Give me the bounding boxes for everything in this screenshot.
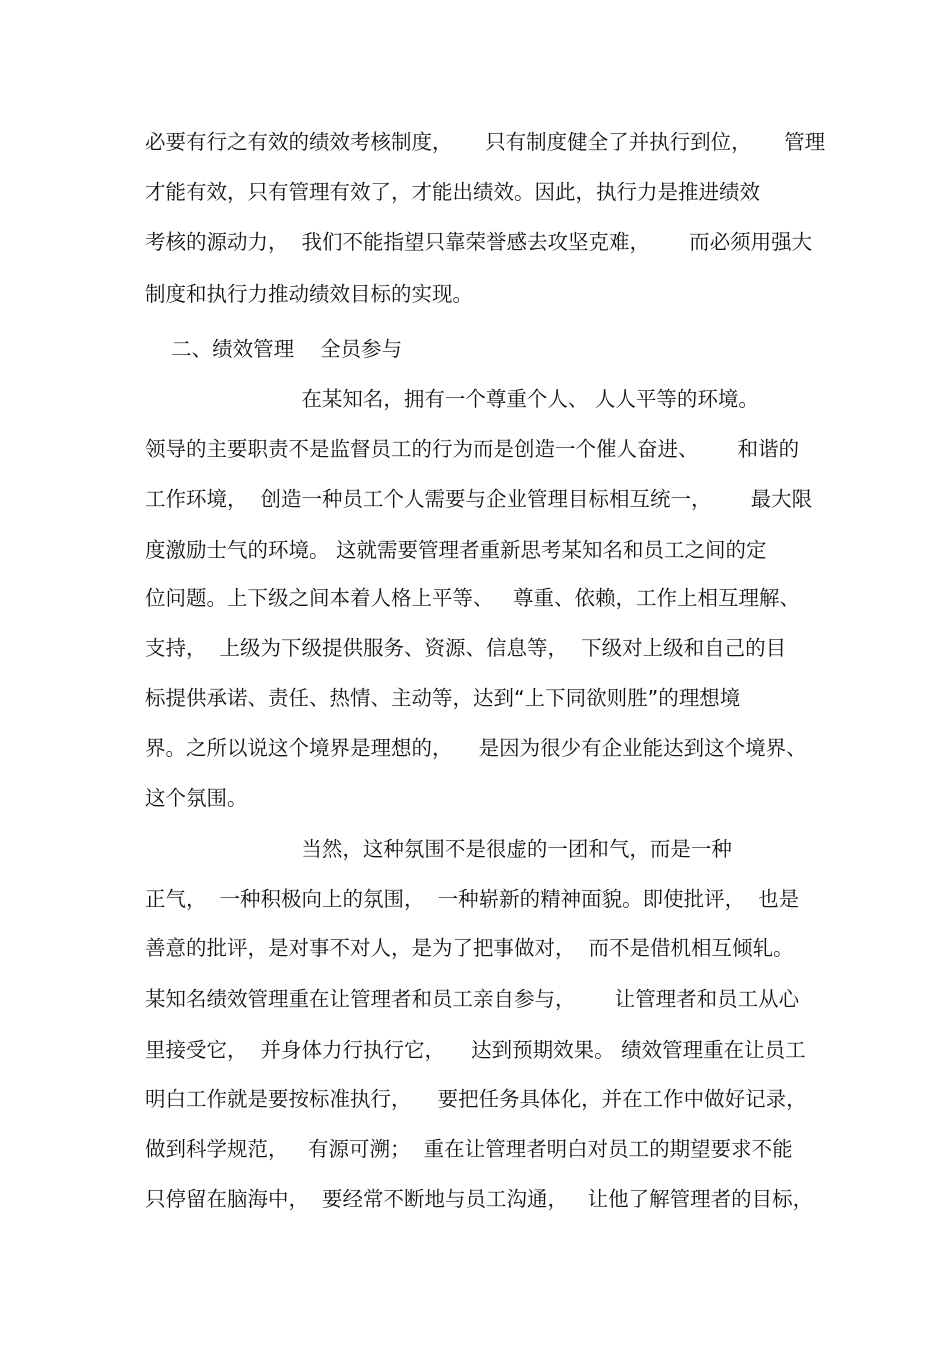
paragraph-line: 某知名绩效管理重在让管理者和员工亲自参与， 让管理者和员工从心 — [145, 987, 800, 1011]
paragraph-line: 必要有行之有效的绩效考核制度， 只有制度健全了并执行到位， 管理 — [145, 130, 826, 154]
paragraph-line: 界。之所以说这个境界是理想的， 是因为很少有企业能达到这个境界、 — [145, 736, 807, 760]
paragraph-line: 只停留在脑海中， 要经常不断地与员工沟通， 让他了解管理者的目标， — [145, 1187, 814, 1211]
paragraph-line: 考核的源动力， 我们不能指望只靠荣誉感去攻坚克难， 而必须用强大 — [145, 230, 813, 254]
paragraph-line: 明白工作就是要按标准执行， 要把任务具体化，并在工作中做好记录， — [145, 1087, 807, 1111]
paragraph-line: 标提供承诺、责任、热情、主动等，达到“上下同欲则胜”的理想境 — [145, 686, 741, 710]
paragraph-line: 度激励士气的环境。 这就需要管理者重新思考某知名和员工之间的定 — [145, 538, 767, 562]
paragraph-line: 正气， 一种积极向上的氛围， 一种崭新的精神面貌。即使批评， 也是 — [145, 887, 800, 911]
paragraph-line: 位问题。上下级之间本着人格上平等、 尊重、依赖，工作上相互理解、 — [145, 586, 801, 610]
paragraph-line: 当然，这种氛围不是很虚的一团和气，而是一种 — [145, 837, 732, 861]
paragraph-line: 工作环境， 创造一种员工个人需要与企业管理目标相互统一， 最大限 — [145, 487, 813, 511]
paragraph-line: 在某知名，拥有一个尊重个人、 人人平等的环境。 — [145, 387, 759, 411]
paragraph-line: 制度和执行力推动绩效目标的实现。 — [145, 282, 473, 306]
paragraph-line: 支持， 上级为下级提供服务、资源、信息等， 下级对上级和自己的目 — [145, 636, 787, 660]
paragraph-line: 里接受它， 并身体力行执行它， 达到预期效果。 绩效管理重在让员工 — [145, 1038, 806, 1062]
paragraph-line: 领导的主要职责不是监督员工的行为而是创造一个催人奋进、 和谐的 — [145, 437, 800, 461]
paragraph-line: 才能有效，只有管理有效了，才能出绩效。因此，执行力是推进绩效 — [145, 180, 760, 204]
section-heading: 二、绩效管理 全员参与 — [145, 337, 403, 361]
paragraph-line: 这个氛围。 — [145, 786, 248, 810]
paragraph-line: 善意的批评，是对事不对人，是为了把事做对， 而不是借机相互倾轧。 — [145, 936, 794, 960]
paragraph-line: 做到科学规范， 有源可溯； 重在让管理者明白对员工的期望要求不能 — [145, 1137, 793, 1161]
